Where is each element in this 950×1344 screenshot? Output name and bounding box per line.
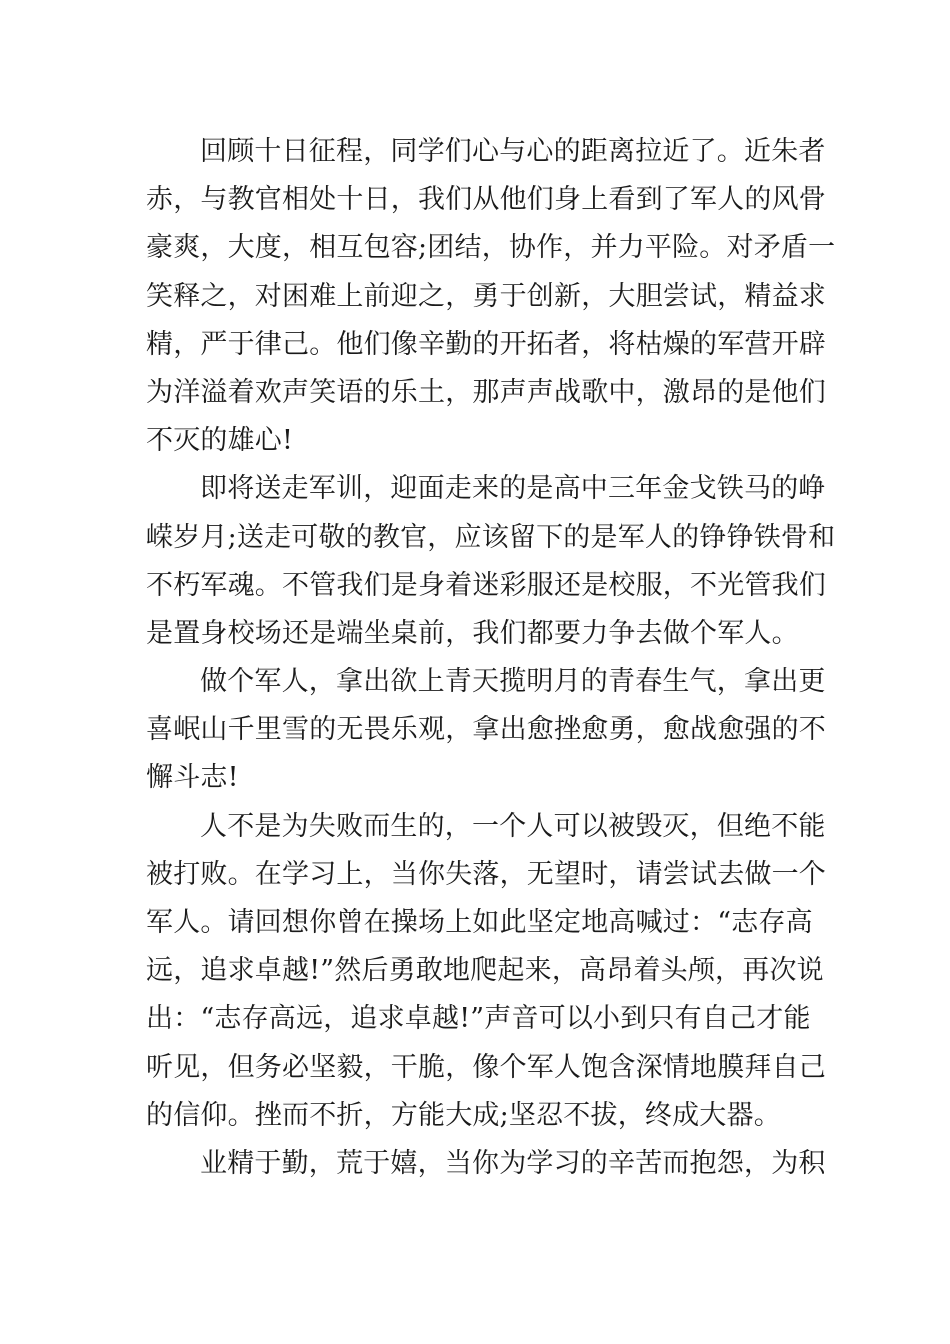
- text-line: 做个军人，拿出欲上青天揽明月的青春生气，拿出更: [200, 666, 826, 698]
- text-line: 人不是为失败而生的，一个人可以被毁灭，但绝不能: [200, 810, 826, 842]
- paragraph: [146, 658, 826, 803]
- text-line: 业精于勤，荒于嬉，当你为学习的辛苦而抱怨，为积: [200, 1147, 826, 1179]
- text-line: 即将送走军训，迎面走来的是高中三年金戈铁马的峥: [200, 473, 826, 505]
- paragraph: [146, 465, 836, 658]
- text-line: 的信仰。挫而不折，方能大成;坚忍不拔，终成大器。: [146, 1099, 781, 1131]
- paragraph: [146, 803, 826, 1140]
- text-line: 出：“志存高远，追求卓越!”声音可以小到只有自己才能: [146, 1003, 811, 1035]
- text-line: 赤，与教官相处十日，我们从他们身上看到了军人的风骨: [146, 184, 826, 216]
- paragraph: [146, 128, 836, 465]
- text-line: 听见，但务必坚毅，干脆，像个军人饱含深情地膜拜自己: [146, 1051, 826, 1083]
- text-line: 嵘岁月;送走可敬的教官，应该留下的是军人的铮铮铁骨和: [146, 521, 836, 553]
- text-line: 被打败。在学习上，当你失落，无望时，请尝试去做一个: [146, 858, 826, 890]
- text-line: 回顾十日征程，同学们心与心的距离拉近了。近朱者: [200, 136, 826, 167]
- text-line: 笑释之，对困难上前迎之，勇于创新，大胆尝试，精益求: [146, 280, 826, 312]
- text-line: 不朽军魂。不管我们是身着迷彩服还是校服，不光管我们: [146, 569, 826, 601]
- text-line: 军人。请回想你曾在操场上如此坚定地高喊过：“志存高: [146, 907, 813, 938]
- text-line: 远，追求卓越!”然后勇敢地爬起来，高昂着头颅，再次说: [146, 955, 824, 987]
- text-line: 是置身校场还是端坐桌前，我们都要力争去做个军人。: [146, 617, 799, 649]
- text-line: 豪爽，大度，相互包容;团结，协作，并力平险。对矛盾一: [146, 232, 836, 264]
- text-line: 精，严于律己。他们像辛勤的开拓者，将枯燥的军营开辟: [146, 328, 826, 360]
- text-line: 不灭的雄心!: [146, 425, 294, 457]
- document-body: [146, 128, 836, 1188]
- text-line: 懈斗志!: [146, 762, 239, 794]
- paragraph: [146, 1140, 826, 1188]
- text-line: 为洋溢着欢声笑语的乐土，那声声战歌中，激昂的是他们: [146, 376, 826, 408]
- text-line: 喜岷山千里雪的无畏乐观，拿出愈挫愈勇，愈战愈强的不: [146, 714, 826, 746]
